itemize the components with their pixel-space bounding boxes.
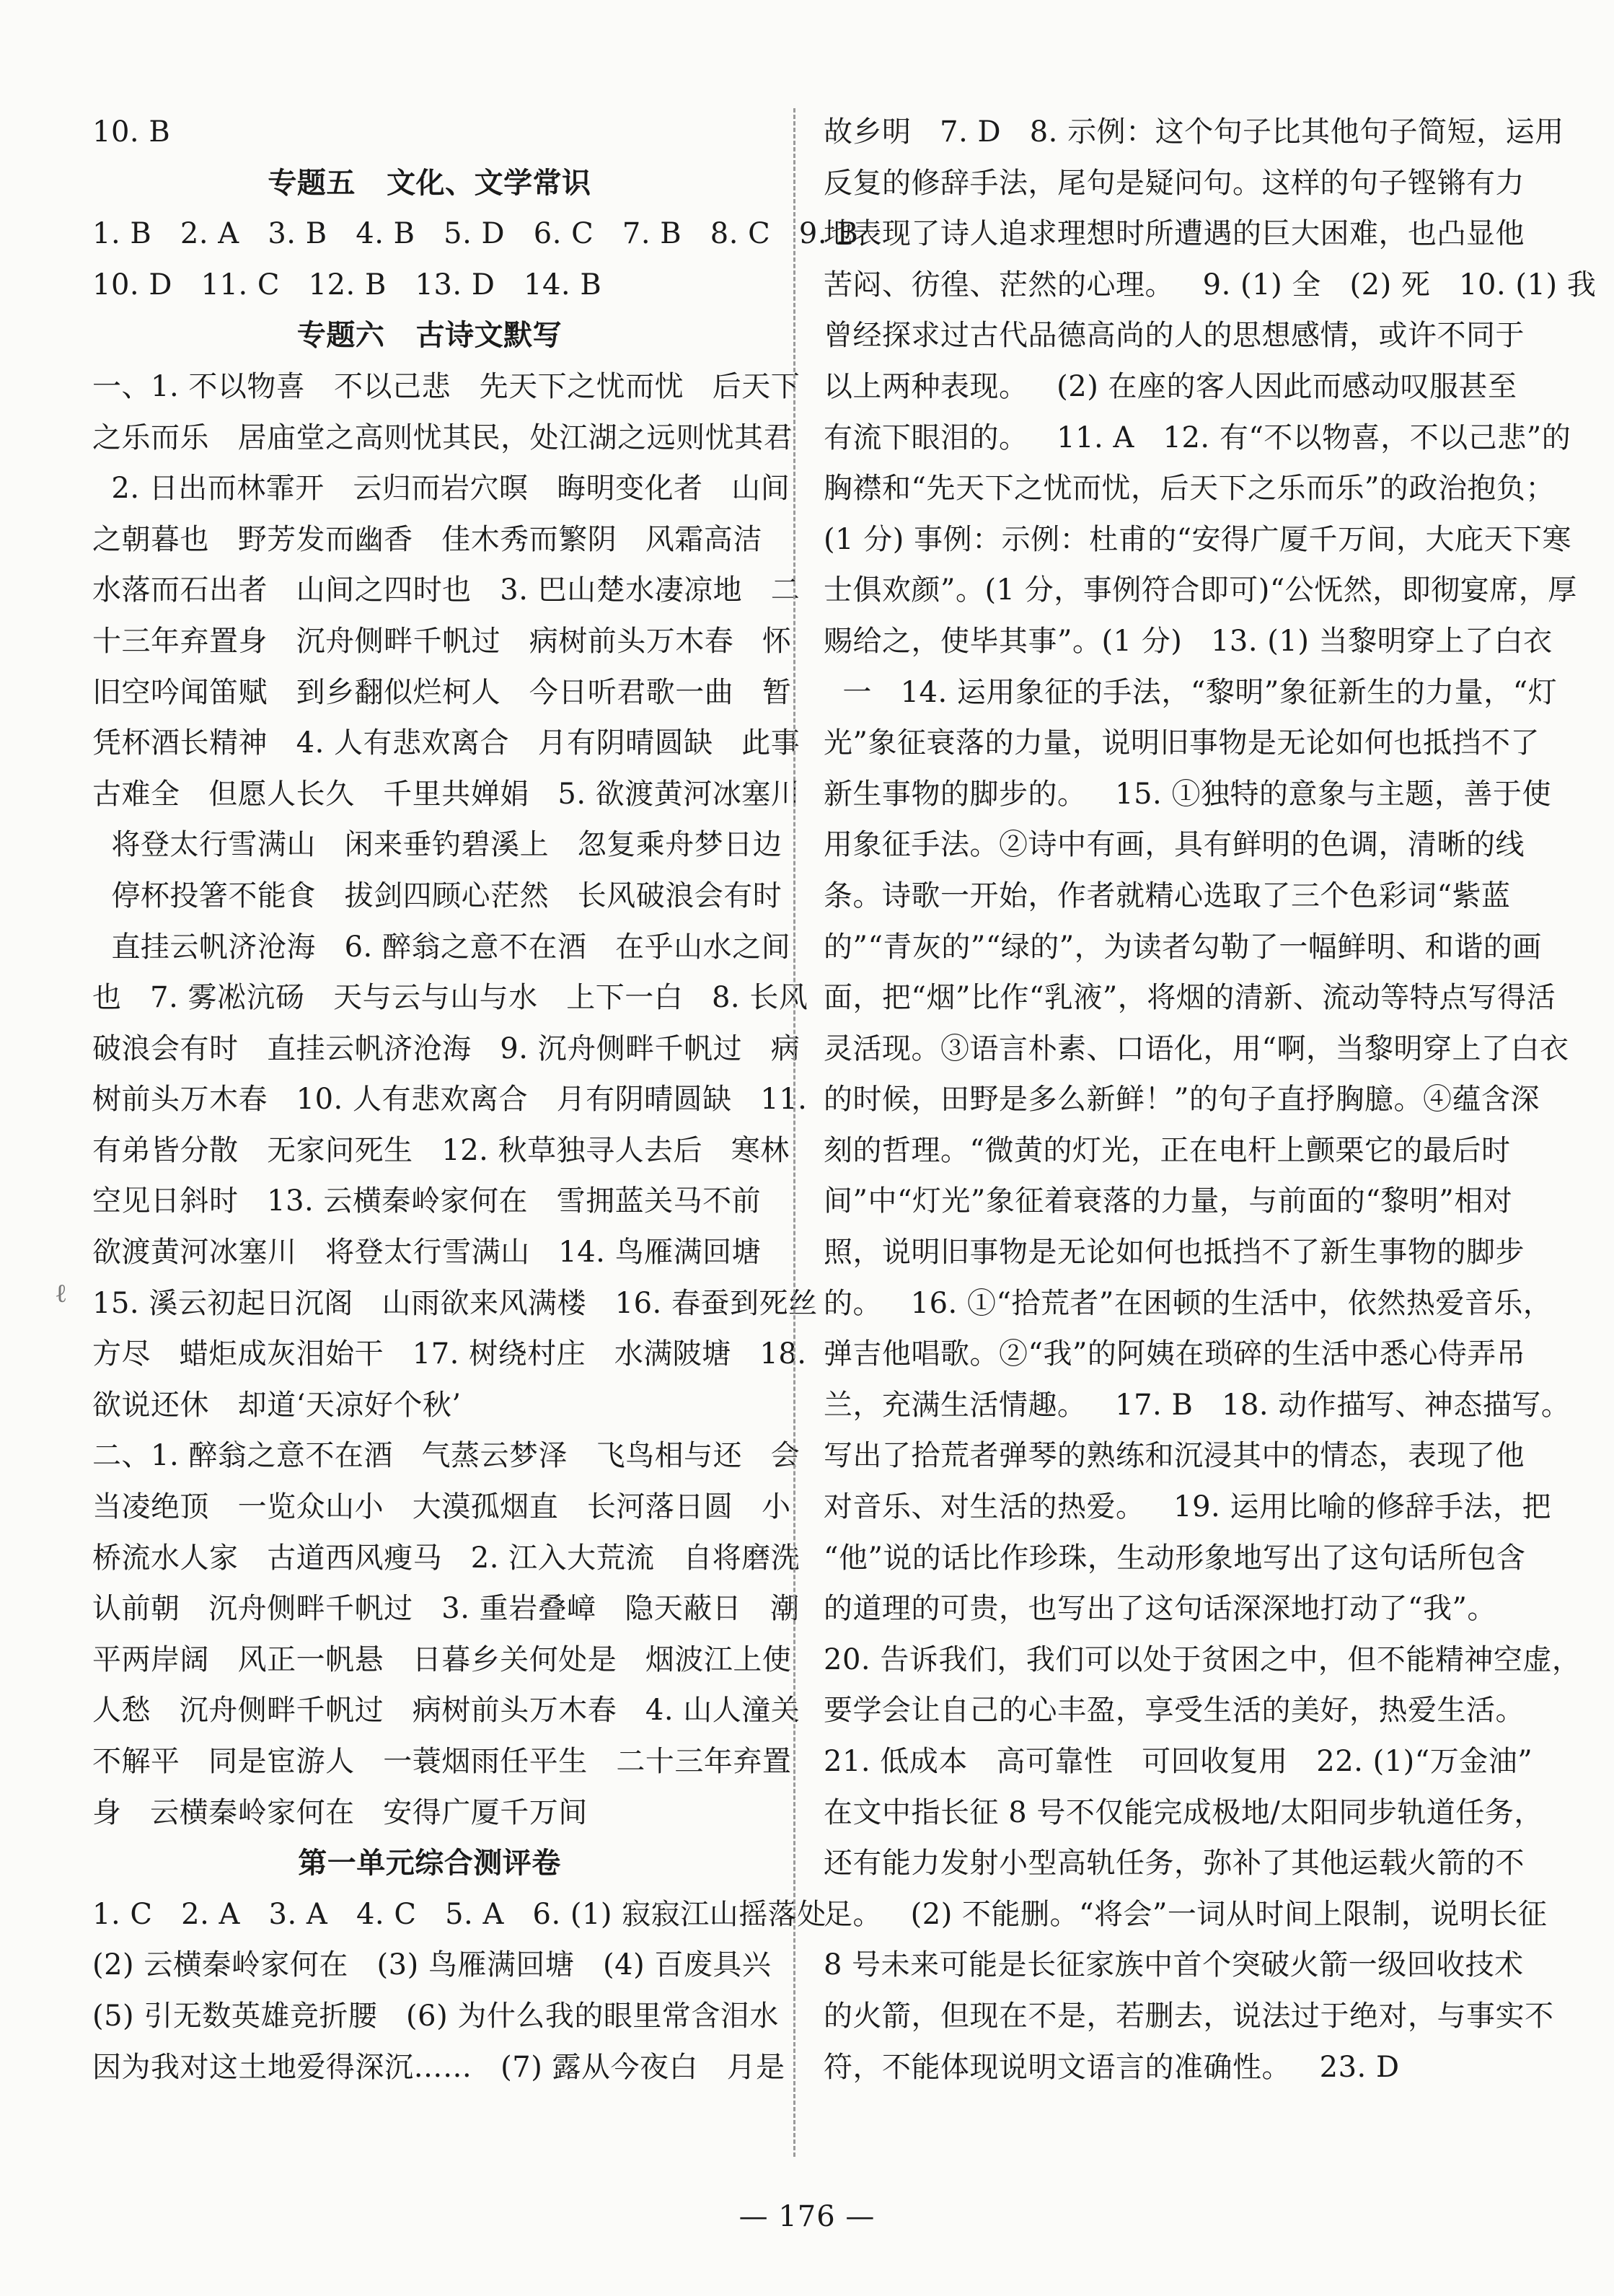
text-line: 的道理的可贵，也写出了这句话深深地打动了“我”。 [824,1592,1496,1626]
text-line: 曾经探求过古代品德高尚的人的思想感情，或许不同于 [824,319,1525,353]
text-line: 还有能力发射小型高轨任务，弥补了其他运载火箭的不 [824,1847,1525,1881]
text-line: 也 7. 雾凇沆砀 天与云与山与水 上下一白 8. 长风 [92,981,808,1015]
text-line: 有弟皆分散 无家问死生 12. 秋草独寻人去后 寒林 [92,1133,790,1167]
section-heading: 专题五 文化、文学常识 [268,165,591,200]
text-line: 20. 告诉我们，我们可以处于贫困之中，但不能精神空虚， [824,1642,1582,1676]
text-line: 破浪会有时 直挂云帆济沧海 9. 沉舟侧畔千帆过 病 [92,1032,801,1065]
text-line: 在文中指长征 8 号不仅能完成极地/太阳同步轨道任务， [824,1795,1543,1829]
text-line: 凭杯酒长精神 4. 人有悲欢离合 月有阴晴圆缺 此事 [92,726,801,760]
text-line: 的”“青灰的”“绿的”，为读者勾勒了一幅鲜明、和谐的画 [824,930,1542,964]
stray-mark: ℓ [55,1279,68,1308]
text-line: 当凌绝顶 一览众山小 大漠孤烟直 长河落日圆 小 [92,1490,791,1524]
text-line: 光”象征衰落的力量，说明旧事物是无论如何也抵挡不了 [824,726,1540,760]
text-line: 人愁 沉舟侧畔千帆过 病树前头万木春 4. 山人潼关 [92,1694,801,1728]
text-line: 15. 溪云初起日沉阁 山雨欲来风满楼 16. 春蚕到死丝 [92,1286,818,1320]
text-line: 写出了拾荒者弹琴的熟练和沉浸其中的情态，表现了他 [824,1439,1525,1473]
text-line: 的时候，田野是多么新鲜！”的句子直抒胸臆。④蕴含深 [824,1083,1540,1117]
text-line: 古难全 但愿人长久 千里共婵娟 5. 欲渡黄河冰塞川 [92,777,801,811]
text-line: 地表现了诗人追求理想时所遭遇的巨大困难，也凸显他 [824,217,1525,251]
text-line: 树前头万木春 10. 人有悲欢离合 月有阴晴圆缺 11. [92,1083,808,1117]
text-line: 面，把“烟”比作“乳液”，将烟的清新、流动等特点写得活 [824,981,1556,1015]
text-line: 10. D 11. C 12. B 13. D 14. B [92,268,602,302]
text-line: 10. B [92,115,171,149]
text-line: 用象征手法。②诗中有画，具有鲜明的色调，清晰的线 [824,828,1525,862]
right-column [824,107,1597,2093]
text-line: (2) 云横秦岭家何在 (3) 鸟雁满回塘 (4) 百废具兴 [92,1948,772,1982]
text-line: 身 云横秦岭家何在 安得广厦千万间 [92,1795,588,1829]
section-heading: 专题六 古诗文默写 [296,318,563,353]
text-line: 照，说明旧事物是无论如何也抵挡不了新生事物的脚步 [824,1236,1525,1270]
text-line: 8 号未来可能是长征家族中首个突破火箭一级回收技术 [824,1948,1524,1982]
text-line: 故乡明 7. D 8. 示例：这个句子比其他句子简短，运用 [824,115,1564,149]
text-line: 因为我对这土地爱得深沉…… (7) 露从今夜白 月是 [92,2050,785,2084]
text-line: 不解平 同是宦游人 一蓑烟雨任平生 二十三年弃置 [92,1745,792,1778]
text-line: 欲渡黄河冰塞川 将登太行雪满山 14. 鸟雁满回塘 [92,1236,762,1270]
column-divider [793,108,795,2157]
text-line: 桥流水人家 古道西风瘦马 2. 江入大荒流 自将磨洗 [92,1541,801,1575]
text-line: 的火箭，但现在不是，若删去，说法过于绝对，与事实不 [824,1999,1554,2033]
text-line: (5) 引无数英雄竞折腰 (6) 为什么我的眼里常含泪水 [92,1999,779,2033]
text-line: 的。 16. ①“拾荒者”在困顿的生活中，依然热爱音乐， [824,1286,1553,1320]
text-line: 反复的修辞手法，尾句是疑问句。这样的句子铿锵有力 [824,166,1525,200]
text-line: 一、1. 不以物喜 不以己悲 先天下之忧而忧 后天下 [92,369,801,403]
text-line: 新生事物的脚步的。 15. ①独特的意象与主题，善于使 [824,777,1551,811]
text-line: 欲说还休 却道‘天凉好个秋’ [92,1388,462,1422]
text-line: 空见日斜时 13. 云横秦岭家何在 雪拥蓝关马不前 [92,1184,762,1218]
text-line: 条。诗歌一开始，作者就精心选取了三个色彩词“紫蓝 [824,879,1511,912]
text-line: 将登太行雪满山 闲来垂钓碧溪上 忽复乘舟梦日边 [92,828,782,862]
text-line: 间”中“灯光”象征着衰落的力量，与前面的“黎明”相对 [824,1184,1513,1218]
text-line: 要学会让自己的心丰盈，享受生活的美好，热爱生活。 [824,1694,1525,1728]
text-line: 认前朝 沉舟侧畔千帆过 3. 重岩叠嶂 隐天蔽日 潮 [92,1592,800,1626]
text-line: 足。 (2) 不能删。“将会”一词从时间上限制，说明长征 [824,1897,1548,1931]
text-line: 旧空吟闻笛赋 到乡翻似烂柯人 今日听君歌一曲 暂 [92,675,792,709]
text-line: 一 14. 运用象征的手法，“黎明”象征新生的力量，“灯 [824,675,1558,709]
text-line: 赐给之，使毕其事”。(1 分) 13. (1) 当黎明穿上了白衣 [824,624,1553,658]
text-line: 士俱欢颜”。(1 分，事例符合即可)“公怃然，即彻宴席，厚 [824,573,1577,607]
text-line: 水落而石出者 山间之四时也 3. 巴山楚水凄凉地 二 [92,573,801,607]
text-line: 兰，充满生活情趣。 17. B 18. 动作描写、神态描写。 [824,1388,1571,1422]
text-line: 有流下眼泪的。 11. A 12. 有“不以物喜，不以己悲”的 [824,421,1571,454]
text-line: 弹吉他唱歌。②“我”的阿姨在琐碎的生活中悉心侍弄吊 [824,1337,1526,1371]
text-line: 灵活现。③语言朴素、口语化，用“啊，当黎明穿上了白衣 [824,1032,1569,1065]
text-line: 符，不能体现说明文语言的准确性。 23. D [824,2050,1400,2084]
text-line: 胸襟和“先天下之忧而忧，后天下之乐而乐”的政治抱负； [824,472,1555,506]
text-line: 直挂云帆济沧海 6. 醉翁之意不在酒 在乎山水之间 [92,930,791,964]
text-line: 1. B 2. A 3. B 4. B 5. D 6. C 7. B 8. C 9. B [92,217,859,251]
text-line: 21. 低成本 高可靠性 可回收复用 22. (1)“万金油” [824,1745,1533,1778]
text-line: 之乐而乐 居庙堂之高则忧其民，处江湖之远则忧其君 [92,421,793,454]
text-line: 方尽 蜡炬成灰泪始干 17. 树绕村庄 水满陂塘 18. [92,1337,807,1371]
text-line: 以上两种表现。 (2) 在座的客人因此而感动叹服甚至 [824,369,1517,403]
text-line: “他”说的话比作珍珠，生动形象地写出了这句话所包含 [824,1541,1526,1575]
text-line: 平两岸阔 风正一帆悬 日暮乡关何处是 烟波江上使 [92,1642,792,1676]
text-line: 2. 日出而林霏开 云归而岩穴暝 晦明变化者 山间 [92,472,790,506]
text-line: 1. C 2. A 3. A 4. C 5. A 6. (1) 寂寂江山摇落处 [92,1897,826,1931]
text-line: 二、1. 醉翁之意不在酒 气蒸云梦泽 飞鸟相与还 会 [92,1439,801,1473]
text-line: 苦闷、彷徨、茫然的心理。 9. (1) 全 (2) 死 10. (1) 我 [824,268,1597,302]
text-line: 十三年弃置身 沉舟侧畔千帆过 病树前头万木春 怀 [92,624,792,658]
text-line: 之朝暮也 野芳发而幽香 佳木秀而繁阴 风霜高洁 [92,522,762,556]
page-number: — 176 — [738,2200,876,2233]
text-line: (1 分) 事例：示例：杜甫的“安得广厦千万间，大庇天下寒 [824,522,1572,556]
section-heading: 第一单元综合测评卷 [298,1846,561,1881]
text-line: 对音乐、对生活的热爱。 19. 运用比喻的修辞手法，把 [824,1490,1551,1524]
text-line: 刻的哲理。“微黄的灯光，正在电杆上颤栗它的最后时 [824,1133,1511,1167]
text-line: 停杯投箸不能食 拔剑四顾心茫然 长风破浪会有时 [92,879,782,912]
left-column [92,107,859,2093]
